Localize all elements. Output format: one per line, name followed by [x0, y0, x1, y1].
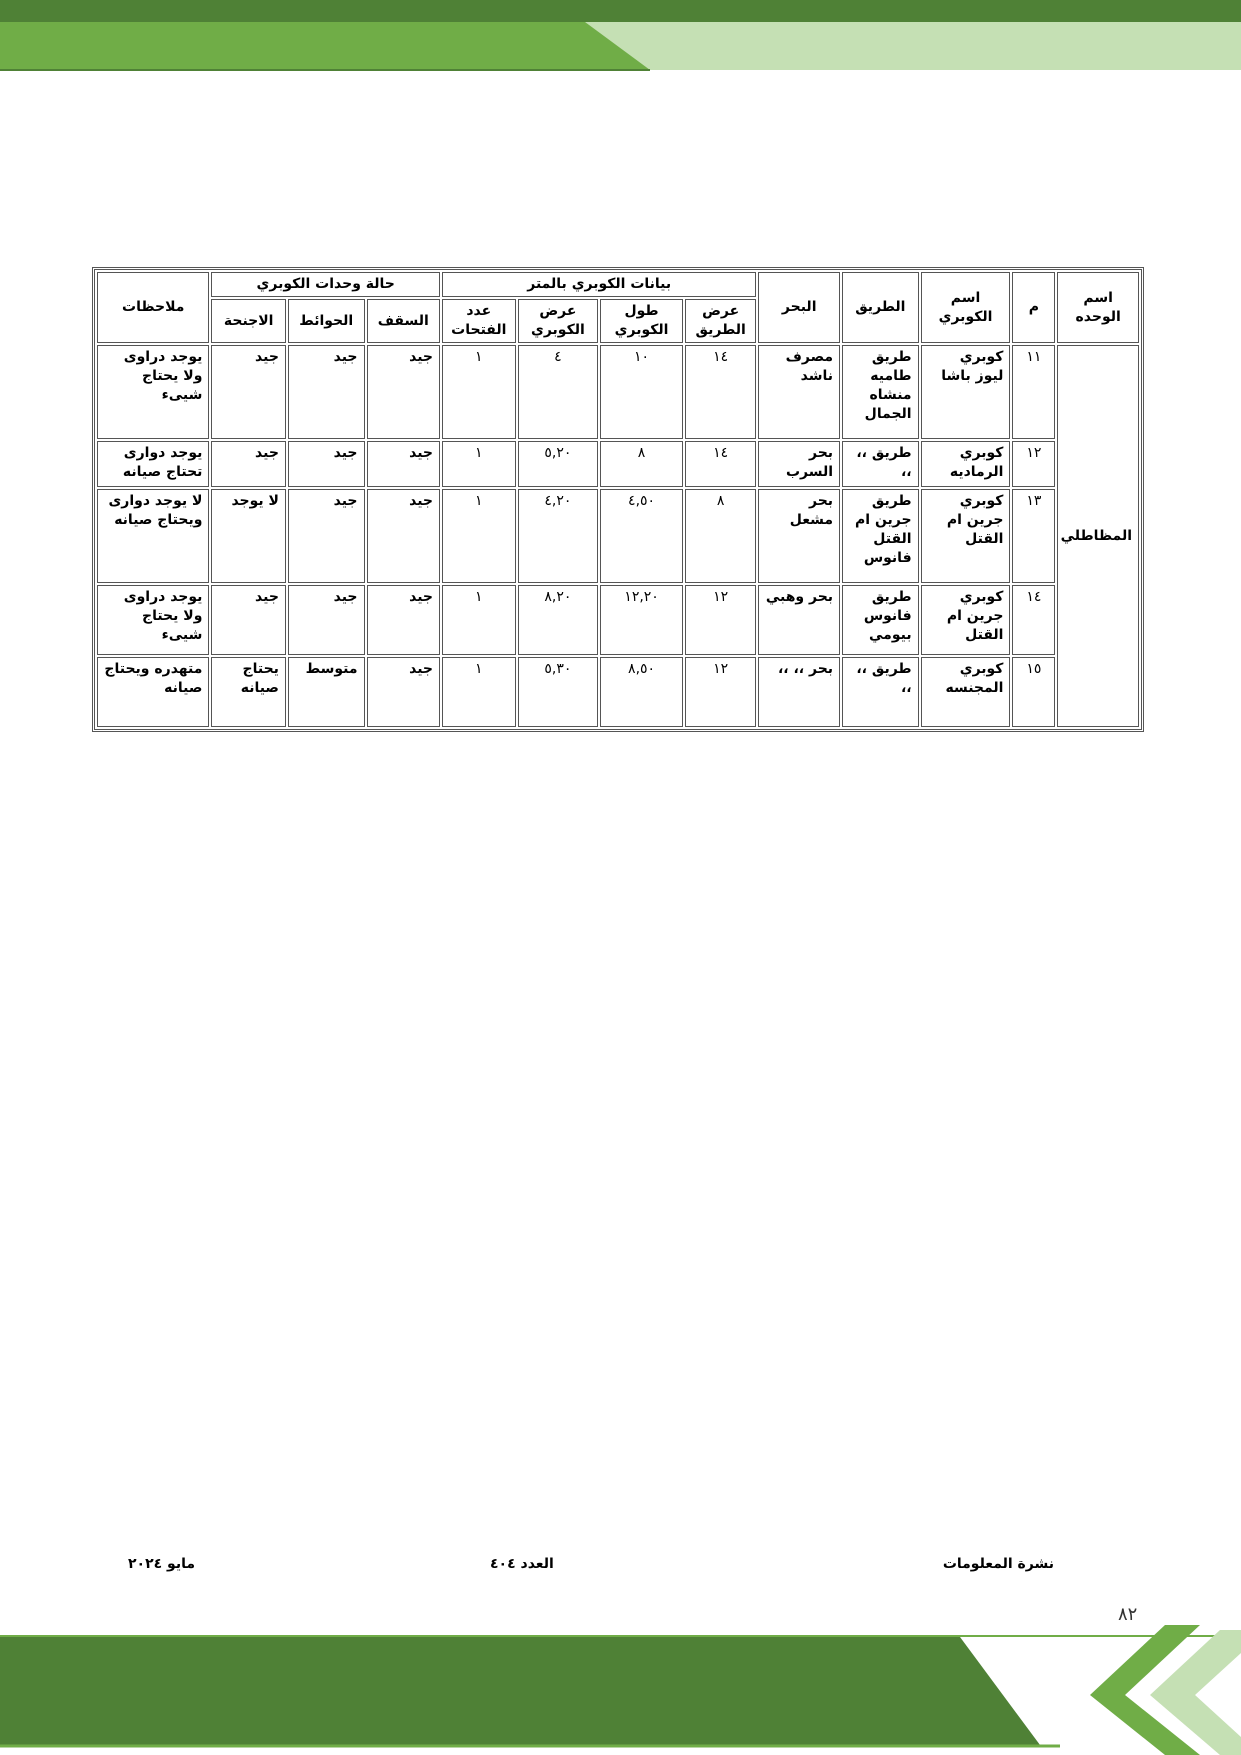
road-width: ٨	[685, 489, 756, 583]
bridge-name: كوبري ليوز باشا	[921, 345, 1011, 439]
wings: جيد	[211, 441, 286, 487]
waterway: بحر مشعل	[758, 489, 840, 583]
road-width: ١٢	[685, 585, 756, 655]
waterway: بحر السرب	[758, 441, 840, 487]
openings: ١	[442, 489, 516, 583]
notes: لا يوجد دوارى ويحتاج صيانه	[97, 489, 209, 583]
walls: جيد	[288, 345, 365, 439]
table-row	[97, 657, 1139, 727]
openings: ١	[442, 345, 516, 439]
road: طريق طاميه منشاه الجمال	[842, 345, 919, 439]
openings: ١	[442, 657, 516, 727]
bridges-table	[92, 267, 1144, 732]
road: طريق جرين ام القتل فانوس	[842, 489, 919, 583]
header-bridge-data-group: بيانات الكوبري بالمتر	[442, 272, 756, 297]
bridge-width: ٥,٢٠	[518, 441, 599, 487]
walls: جيد	[288, 489, 365, 583]
footer-issue: العدد ٤٠٤	[490, 1556, 554, 1572]
road: طريق ،، ،،	[842, 441, 919, 487]
waterway: مصرف ناشد	[758, 345, 840, 439]
header-notes: ملاحظات	[97, 272, 209, 343]
header-waterway: البحر	[758, 272, 840, 343]
notes: يوجد دراوى ولا يحتاج شيىء	[97, 345, 209, 439]
table-row	[97, 585, 1139, 655]
header-row-1	[97, 272, 1139, 297]
road-width: ١٤	[685, 441, 756, 487]
notes: يوجد دوارى تحتاج صيانه	[97, 441, 209, 487]
waterway: بحر وهبي	[758, 585, 840, 655]
bridge-name: كوبري جرين ام القتل	[921, 585, 1011, 655]
ceiling: جيد	[367, 657, 441, 727]
walls: متوسط	[288, 657, 365, 727]
ceiling: جيد	[367, 345, 441, 439]
unit-name-cell: المظاطلي	[1057, 345, 1139, 727]
ceiling: جيد	[367, 441, 441, 487]
road-width: ١٤	[685, 345, 756, 439]
bridge-length: ١٠	[600, 345, 683, 439]
header-wings: الاجنحة	[211, 299, 286, 343]
header-condition-group: حالة وحدات الكوبري	[211, 272, 440, 297]
header-walls: الحوائط	[288, 299, 365, 343]
table-row	[97, 489, 1139, 583]
bridge-width: ٥,٣٠	[518, 657, 599, 727]
bridge-name: كوبري الرماديه	[921, 441, 1011, 487]
wings: جيد	[211, 345, 286, 439]
bridge-length: ٤,٥٠	[600, 489, 683, 583]
notes: يوجد دراوى ولا يحتاج شيىء	[97, 585, 209, 655]
bridge-name: كوبري جرين ام القتل	[921, 489, 1011, 583]
road-width: ١٢	[685, 657, 756, 727]
header-num: م	[1012, 272, 1055, 343]
wings: جيد	[211, 585, 286, 655]
row-num: ١٤	[1012, 585, 1055, 655]
openings: ١	[442, 585, 516, 655]
page-number: ٨٢	[1118, 1604, 1138, 1625]
road: طريق ،، ،،	[842, 657, 919, 727]
walls: جيد	[288, 585, 365, 655]
header-bridge-width: عرض الكوبري	[518, 299, 599, 343]
header-ceiling: السقف	[367, 299, 441, 343]
bridge-width: ٤	[518, 345, 599, 439]
table-row	[97, 441, 1139, 487]
bridge-length: ٨	[600, 441, 683, 487]
bridge-length: ٨,٥٠	[600, 657, 683, 727]
row-num: ١١	[1012, 345, 1055, 439]
footer-band	[0, 1625, 1241, 1755]
footer-date: مايو ٢٠٢٤	[128, 1556, 196, 1572]
notes: متهدره ويحتاج صيانه	[97, 657, 209, 727]
header-bridge-name: اسم الكوبري	[921, 272, 1011, 343]
table-row	[97, 345, 1139, 439]
row-num: ١٣	[1012, 489, 1055, 583]
header-band	[0, 0, 1241, 72]
ceiling: جيد	[367, 585, 441, 655]
bridge-width: ٤,٢٠	[518, 489, 599, 583]
wings: يحتاج صيانه	[211, 657, 286, 727]
header-road-width: عرض الطريق	[685, 299, 756, 343]
header-openings: عدد الفتحات	[442, 299, 516, 343]
wings: لا يوجد	[211, 489, 286, 583]
bridge-length: ١٢,٢٠	[600, 585, 683, 655]
waterway: بحر ،، ،،	[758, 657, 840, 727]
bridge-name: كوبري المجنسه	[921, 657, 1011, 727]
bridge-width: ٨,٢٠	[518, 585, 599, 655]
row-num: ١٢	[1012, 441, 1055, 487]
bridges-table-container	[92, 267, 1144, 732]
road: طريق فانوس بيومي	[842, 585, 919, 655]
ceiling: جيد	[367, 489, 441, 583]
footer-publication: نشرة المعلومات	[942, 1556, 1054, 1572]
openings: ١	[442, 441, 516, 487]
row-num: ١٥	[1012, 657, 1055, 727]
walls: جيد	[288, 441, 365, 487]
header-road: الطريق	[842, 272, 919, 343]
header-bridge-length: طول الكوبري	[600, 299, 683, 343]
header-unit-name: اسم الوحده	[1057, 272, 1139, 343]
